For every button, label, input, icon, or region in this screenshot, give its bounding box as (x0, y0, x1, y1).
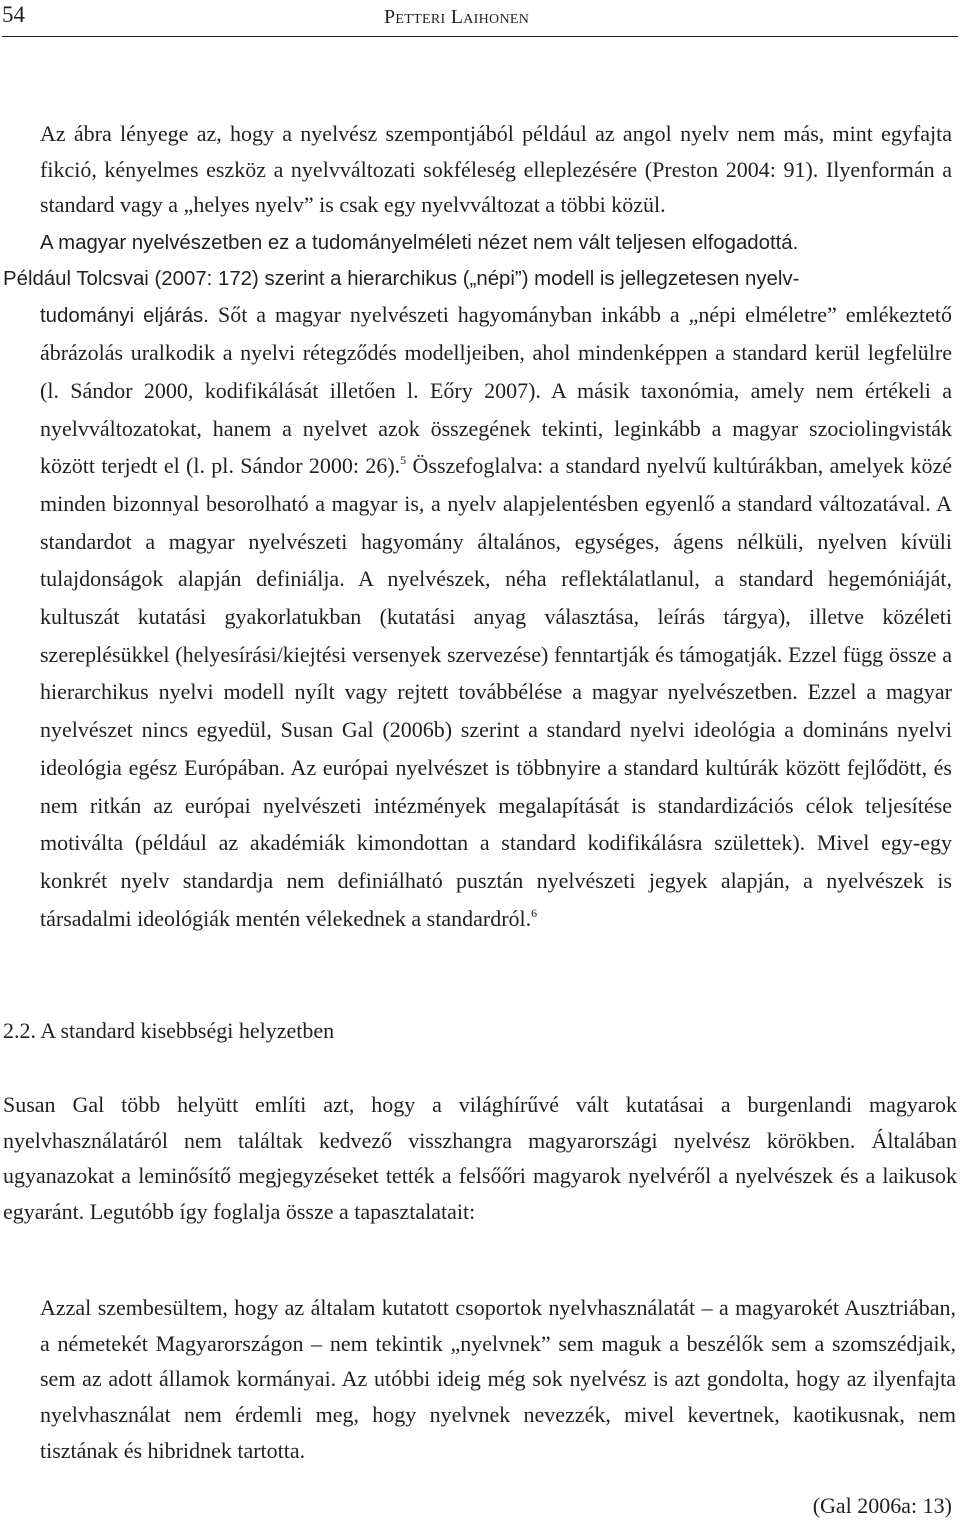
quote-citation: (Gal 2006a: 13) (812, 1493, 952, 1518)
paragraph-hungarian-linguistics (3, 226, 952, 938)
paragraph-line: Például Tolcsvai (2007: 172) szerint a hierarchikus („népi”) modell is jellegzetesen nyelv- (3, 267, 800, 290)
paragraph-susan-gal: Susan Gal több helyütt említi azt, hogy a világhírűvé vált kutatásai a burgenlandi magyarok nyelvhasználatáról nem találtak kedvező visszhangra magyarországi nyelvész körökben. Általában ugyanazokat a leminősítő megjegyzéseket tették a felsőőri magyarok nyelvéről a nyelvészek és a laikusok egyaránt. Legutóbb így foglalja össze a tapasztalatait: (3, 1092, 957, 1225)
running-head: Petteri Laihonen (384, 6, 530, 28)
footnote-marker: 5 (400, 453, 407, 468)
paragraph-intro: Az ábra lényege az, hogy a nyelvész szempontjából például az angol nyelv nem más, mint egyfajta fikció, kényelmes eszköz a nyelvváltozati sokféleség elleplezésére (Preston 2004: 91). Ilyenformán a standard vagy a „helyes nyelv” is csak egy nyelvváltozat a többi közül. (40, 121, 952, 218)
page-number: 54 (2, 2, 25, 27)
header-rule (2, 36, 958, 37)
paragraph-text: Összefoglalva: a standard nyelvű kultúrákban, amelyek közé minden bizonnyal besorolható a magyar is, a nyelv alapjelentésben egyenlő a standard változatával. A standardot a magyar nyelvészeti hagyomány általános, egységes, ágens nélküli, nyelven kívüli tulajdonságok alapján definiálja. A nyelvészek, néha reflektálatlanul, a standard hegemóniáját, kultuszát kutatási gyakorlatukban (kutatási anyag választása, leírás tárgya), illetve közéleti szereplésükkel (helyesírási/kiejtési versenyek szervezése) fenntartják és támogatják. Ezzel függ össze a hierarchikus nyelvi modell nyílt vagy rejtett továbbélése a magyar nyelvészetben. Ezzel a magyar nyelvészet nincs egyedül, Susan Gal (2006b) szerint a standard nyelvi ideológia a domináns nyelvi ideológia egész Európában. Az európai nyelvészet is többnyire a standard kultúrák között fejlődött, és nem ritkán az európai nyelvészeti intézmények megalapítását is standardizációs célok teljesítése motiválta (például az akadémiák kimondottan a standard kodifikálásra születtek). Mivel egy-egy konkrét nyelv standardja nem definiálható pusztán nyelvészeti jegyek alapján, a nyelvészek is társadalmi ideológiák mentén vélekednek a standardról. (40, 453, 952, 931)
paragraph-line: A magyar nyelvészetben ez a tudományelméleti nézet nem vált teljesen elfogadottá. (40, 232, 799, 254)
block-quote: Azzal szembesültem, hogy az általam kutatott csoportok nyelvhasználatát – a magyarokét Ausztriában, a németekét Magyarországon – nem tekintik „nyelvnek” sem maguk a beszélők sem a szomszédjaik, sem az adott államok kormányai. Az utóbbi ideig még sok nyelvész is azt gondolta, hogy az ilyenfajta nyelvhasználat nem érdemli meg, hogy nyelvnek nevezzék, mivel kevertnek, kaotikusnak, nem tisztának és hibridnek tartotta. (40, 1295, 956, 1463)
section-heading: 2.2. A standard kisebbségi helyzetben (3, 1018, 335, 1043)
paragraph-text: Sőt a magyar nyelvészeti hagyományban inkább a „népi elméletre” emlékeztető ábrázolás uralkodik a nyelvi rétegződés modelljeiben, ahol mindenképpen a standard kerül legfelülre (l. Sándor 2000, kodifikálását illetően l. Eőry 2007). A másik taxonómia, amely nem értékeli a nyelvváltozatokat, hanem a nyelvet azok összegének tekinti, leginkább a magyar szociolingvisták között terjedt el (l. pl. Sándor 2000: 26). (40, 302, 952, 479)
footnote-marker: 6 (531, 905, 538, 920)
paragraph-continuation (40, 302, 952, 930)
page-header (0, 0, 960, 36)
paragraph-line: tudományi eljárás. (40, 305, 209, 328)
